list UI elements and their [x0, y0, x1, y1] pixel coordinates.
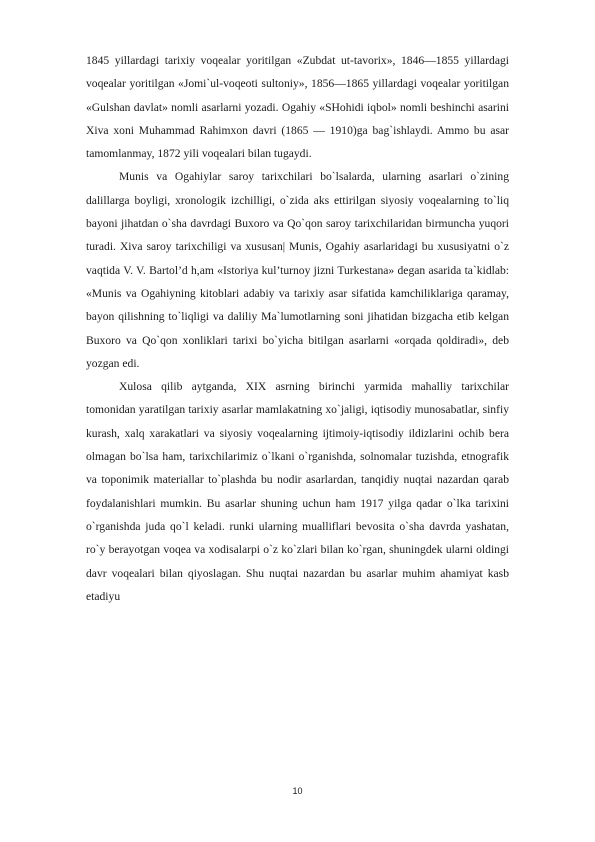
- body-text: [86, 49, 509, 608]
- paragraph-3: Xulosa qilib aytganda, XIX asrning birinchi yarmida mahalliy tarixchilar tomonidan yaratilgan tarixiy asarlar mamlakatning xo`jaligi, iqtisodiy munosabatlar, sinfiy kurash, xalq xarakatlari va siyosiy voqealarning ijtimoiy-iqtisodiy ildizlarini ochib bera olmagan bo`lsa ham, tarixchilarimiz o`lkani o`rganishda, solnomalar tuzishda, etnografik va toponimik materiallar to`plashda bu nodir asarlardan, tanqidiy nuqtai nazardan qarab foydalanishlari mumkin. Bu asarlar shuning uchun ham 1917 yilga qadar o`lka tarixini o`rganishda juda qo`l keladi. runki ularning mualliflari bevosita o`sha davrda yashatan, ro`y berayotgan voqea va xodisalarpi o`z ko`zlari bilan ko`rgan, shuningdek ularni oldingi davr voqealari bilan qiyoslagan. Shu nuqtai nazardan bu asarlar muhim ahamiyat kasb etadiyu: [86, 380, 509, 603]
- paragraph-2: Munis va Ogahiylar saroy tarixchilari bo`lsalarda, ularning asarlari o`zining dalillarga boyligi, xronologik izchilligi, o`zida aks ettirilgan siyosiy voqealarning to`liq bayoni jihatdan o`sha davrdagi Buxoro va Qo`qon saroy tarixchilaridan birmuncha yuqori turadi. Xiva saroy tarixchiligi va xususan| Munis, Ogahiy asarlaridagi bu xususiyatni o`z vaqtida V. V. Bartol’d h,am «Istoriya kul’turnoy jizni Turkestana» degan asarida ta`kidlab: «Munis va Ogahiyning kitoblari adabiy va tarixiy asar sifatida kamchiliklariga qaramay, bayon qilishning to`liqligi va daliliy Ma`lumotlarning soni jihatidan bizgacha etib kelgan Buxoro va Qo`qon xonliklari tarixi bo`yicha bitilgan asarlarni «orqada qoldiradi», deb yozgan edi.: [86, 170, 509, 370]
- paragraph-1: 1845 yillardagi tarixiy voqealar yoritilgan «Zubdat ut-tavorix», 1846—1855 yillardagi voqealar yoritilgan «Jomi`ul-voqeoti sultoniy», 1856—1865 yillardagi voqealar yoritilgan «Gulshan davlat» nomli asarlarni yozadi. Ogahiy «SHohidi iqbol» nomli beshinchi asarini Xiva xoni Muhammad Rahimxon davri (1865 — 1910)ga bag`ishlaydi. Ammo bu asar tamomlanmay, 1872 yili voqealari bilan tugaydi.: [86, 54, 509, 161]
- page-number: 10: [292, 786, 303, 796]
